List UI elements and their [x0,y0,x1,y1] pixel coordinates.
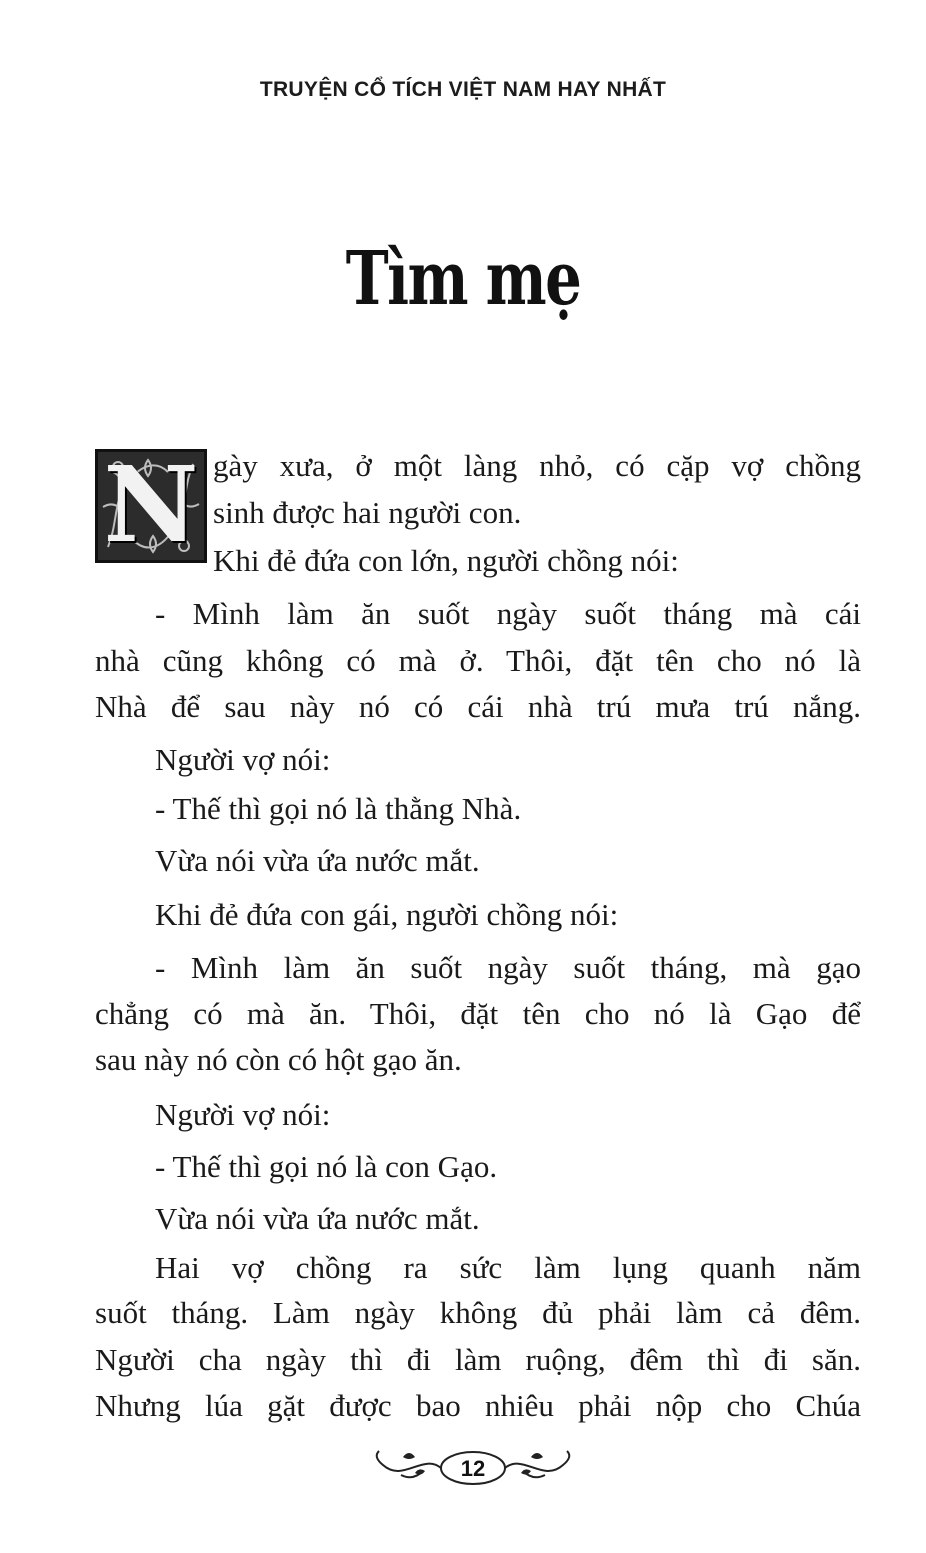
body-line: sau này nó còn có hột gạo ăn. [95,1042,462,1077]
body-line: Người cha ngày thì đi làm ruộng, đêm thì đi săn. [95,1342,861,1377]
body-line: Vừa nói vừa ứa nước mắt. [155,843,480,878]
page-number: 12 [460,1456,486,1481]
body-line: nhà cũng không có mà ở. Thôi, đặt tên cho nó là [95,643,861,678]
body-line: - Thế thì gọi nó là thằng Nhà. [155,791,522,826]
body-line: gày xưa, ở một làng nhỏ, có cặp vợ chồng [213,448,861,483]
body-line: Khi đẻ đứa con lớn, người chồng nói: [213,543,679,578]
body-line: Nhưng lúa gặt được bao nhiêu phải nộp cho Chúa [95,1388,861,1423]
body-line: Người vợ nói: [155,1097,331,1132]
body-line: Hai vợ chồng ra sức làm lụng quanh năm [155,1250,861,1285]
body-line: - Mình làm ăn suốt ngày suốt tháng, mà gạo [155,950,861,985]
body-line: Vừa nói vừa ứa nước mắt. [155,1201,480,1236]
body-line: Khi đẻ đứa con gái, người chồng nói: [155,897,619,932]
body-line: suốt tháng. Làm ngày không đủ phải làm cả đêm. [95,1295,861,1330]
body-line: chẳng có mà ăn. Thôi, đặt tên cho nó là Gạo để [95,996,861,1031]
body-line: - Mình làm ăn suốt ngày suốt tháng mà cái [155,596,861,631]
drop-cap-ornament [95,449,207,563]
body-line: Người vợ nói: [155,742,331,777]
body-line: - Thế thì gọi nó là con Gạo. [155,1149,498,1184]
chapter-title: Tìm mẹ [345,236,581,322]
drop-cap-letter: N [103,449,199,563]
body-line: Nhà để sau này nó có cái nhà trú mưa trú nắng. [95,689,861,724]
body-line: sinh được hai người con. [213,495,522,530]
running-header: TRUYỆN CỔ TÍCH VIỆT NAM HAY NHẤT [259,78,667,101]
